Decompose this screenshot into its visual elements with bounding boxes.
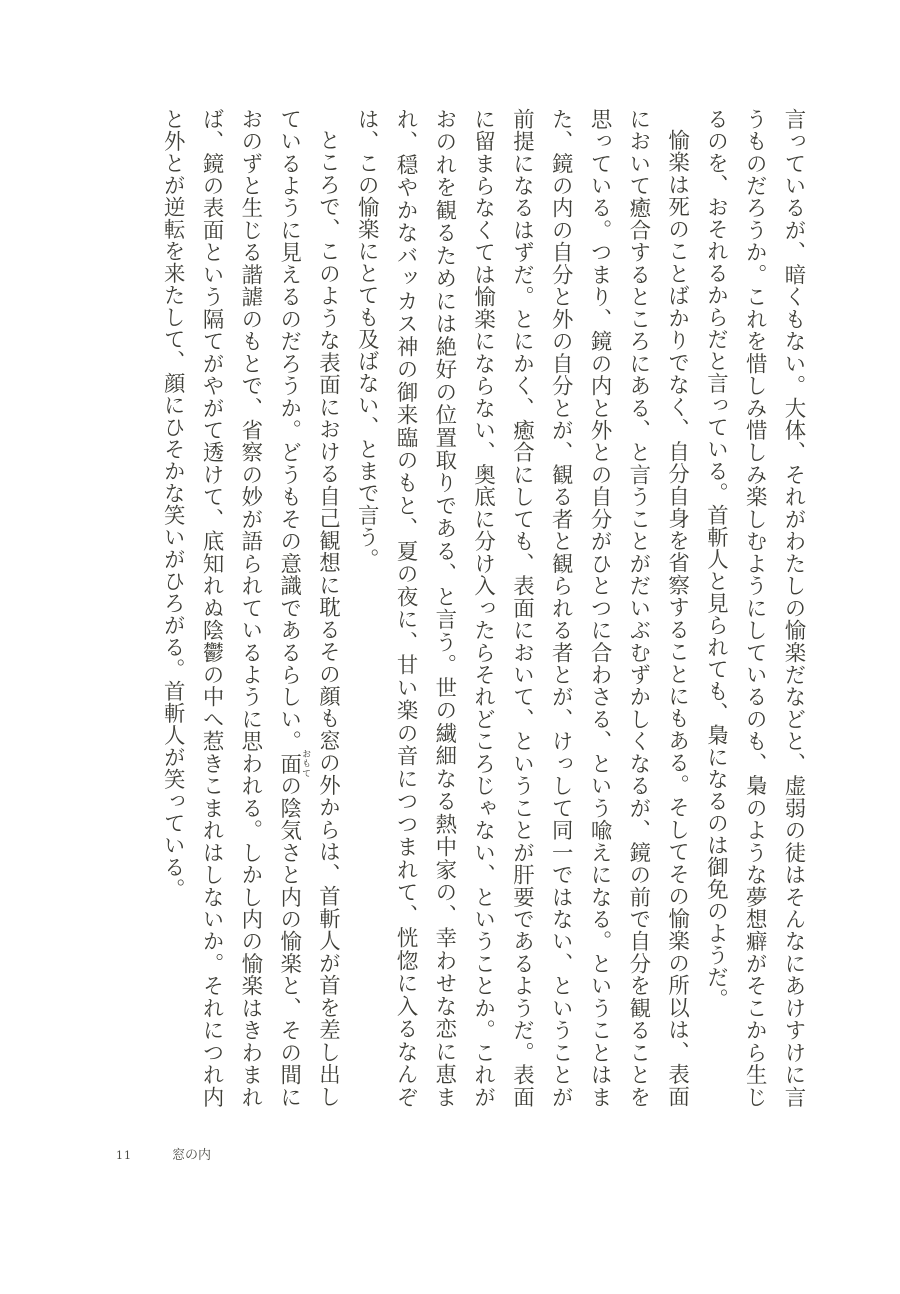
ruby-reading: おもて — [300, 749, 311, 778]
paragraph-3-part-1: ところで、このような表面における自己観想に耽るその顔も窓の外からは、首斬人が首を差し出しているように見えるのだろうか。どうもその意識であるらしい。 — [276, 108, 341, 1108]
paragraph-3-part-2: の陰気さと内の愉楽と、その間におのずと生じる諧謔のもとで、省察の妙が語られているように思われる。しかし内の愉楽はきわまれば、鏡の表面という隔てがやがて透けて、底知れぬ陰鬱の中へ惹きこまれはしないか。それにつれ内と外とが逆転を来たして、顔にひそかな笑いがひろがる。首斬人が笑っている。 — [160, 108, 302, 1109]
paragraph-3 — [152, 108, 346, 1108]
ruby-annotation — [276, 749, 311, 778]
section-title: 窓の内 — [172, 1148, 212, 1163]
page-footer — [116, 1144, 211, 1163]
paragraph-1: 言っているが、暗くもない。大体、それがわたしの愉楽だなどと、虚弱の徒はそんなにあけすけに言うものだろうか。これを惜しみ惜しみ楽しむようにしているのも、梟のような夢想癖がそこから生じるのを、おそれるからだと言っている。首斬人と見られても、梟になるのは御免のようだ。 — [703, 108, 806, 1108]
page-number: 11 — [116, 1149, 132, 1162]
ruby-base: 面 — [276, 749, 302, 778]
vertical-text-body — [152, 108, 812, 1108]
paragraph-2: 愉楽は死のことばかりでなく、自分自身を省察することにもある。そしてその愉楽の所以は、表面において癒合するところにある、と言うことがだいぶむずかしくなるが、鏡の前で自分を観ることを思っている。つまり、鏡の内と外との自分がひとつに合わさる、という喩えになる。ということはまた、鏡の内の自分と外の自分とが、観る者と観られる者とが、けっして同一ではない、ということが前提になるはずだ。とにかく、癒合にしても、表面において、ということが肝要であるようだ。表面に留まらなくては愉楽にならない、奥底に分け入ったらそれどころじゃない、ということか。これがおのれを観るためには絶好の位置取りである、と言う。世の繊細なる熱中家の、幸わせな恋に恵まれ、穏やかなバッカス神の御来臨のもと、夏の夜に、甘い楽の音につつまれて、恍惚に入るなんぞは、この愉楽にとても及ばない、とまで言う。 — [354, 108, 690, 1108]
